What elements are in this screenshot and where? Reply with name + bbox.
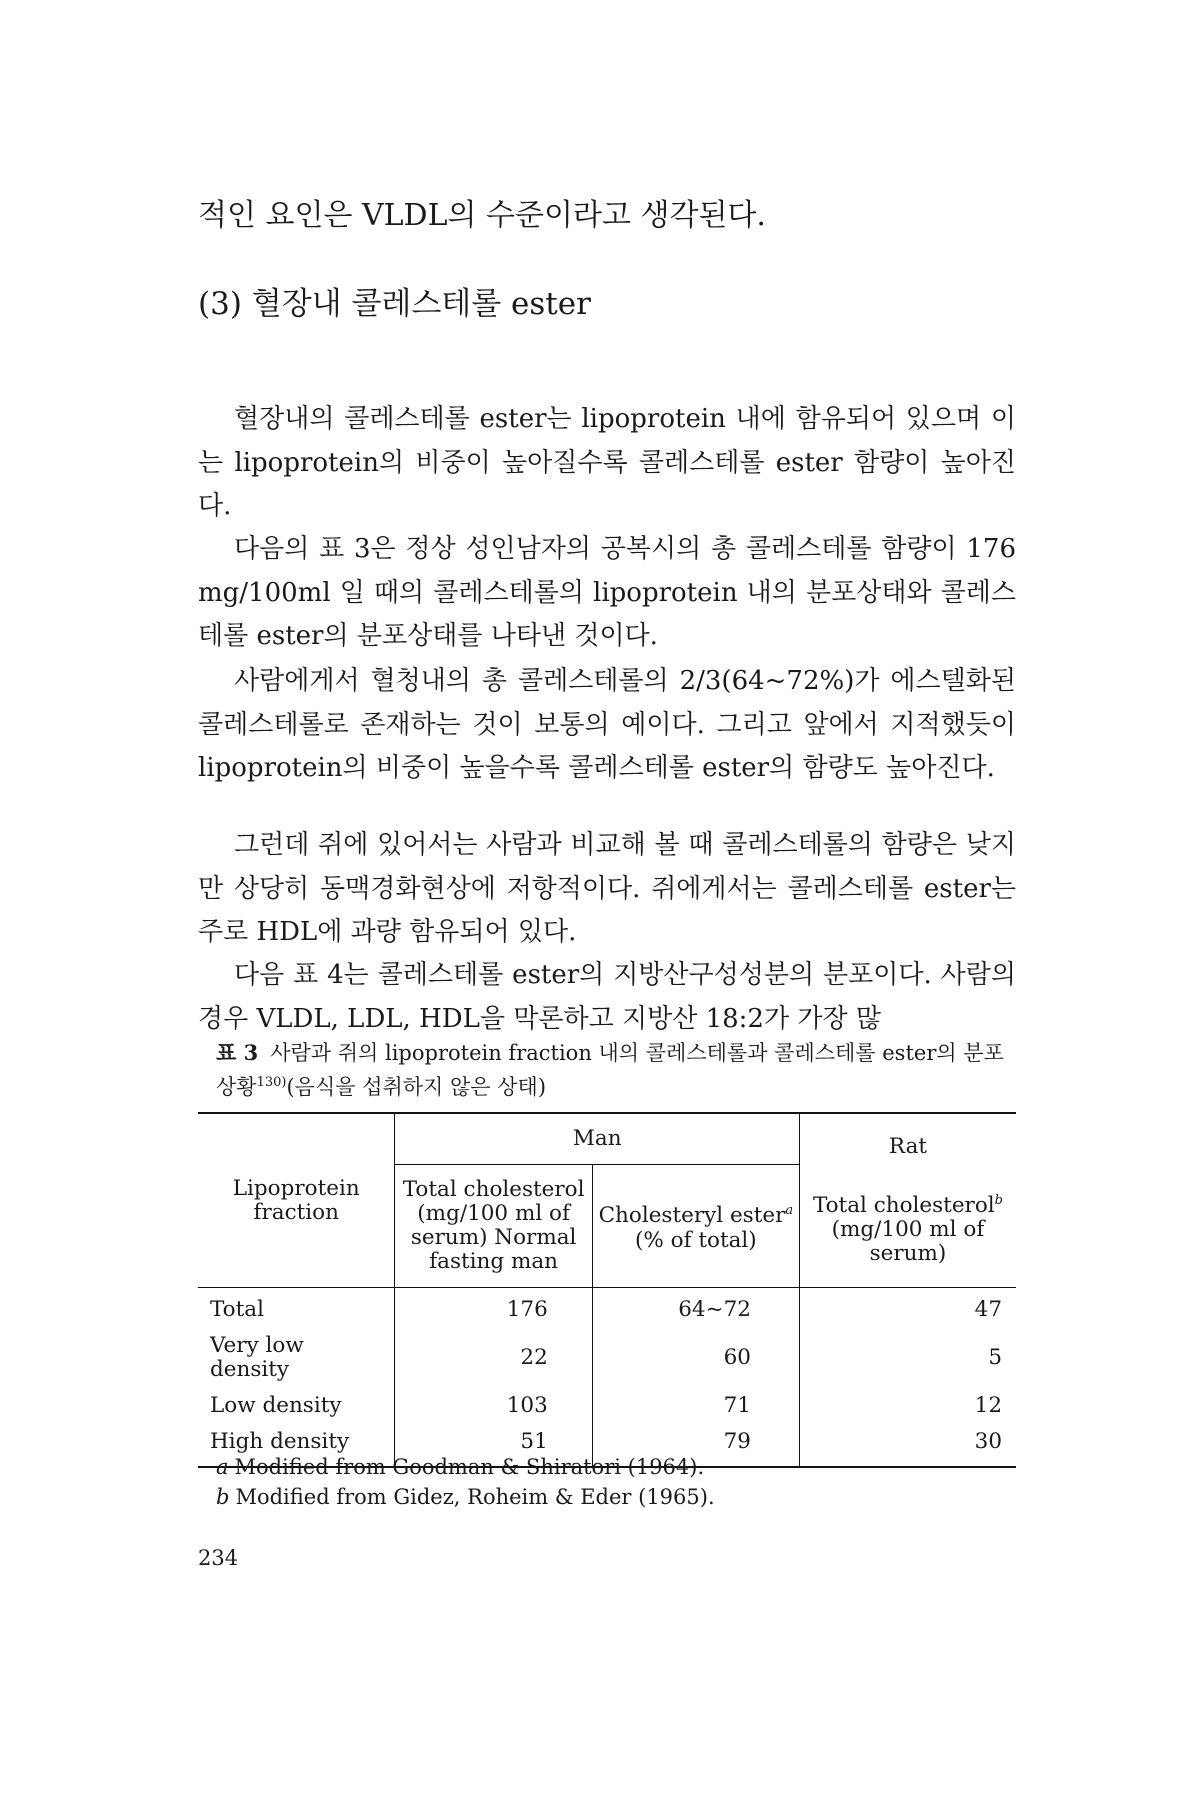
cell-fraction: High density: [198, 1424, 395, 1467]
section-heading: (3) 혈장내 콜레스테롤 ester: [198, 286, 591, 322]
footnote: [216, 1482, 715, 1512]
header-man-cholesteryl-ester: [592, 1165, 799, 1288]
table-footnotes: [216, 1452, 715, 1512]
footnote-mark: b: [216, 1485, 230, 1509]
table-caption-text: 사람과 쥐의 lipoprotein fraction 내의 콜레스테롤과 콜레스테롤 ester의 분포상황: [216, 1041, 1004, 1099]
header-man-ester-text: Cholesteryl ester: [598, 1203, 786, 1229]
paragraph: 다음 표 4는 콜레스테롤 ester의 지방산구성성분의 분포이다. 사람의 경우 VLDL, LDL, HDL을 막론하고 지방산 18:2가 가장 많: [198, 960, 1016, 1034]
table-row: [198, 1288, 1016, 1329]
footnote-mark-b: b: [994, 1192, 1003, 1208]
cell-rat-total: 12: [974, 1393, 1002, 1418]
table-row: [198, 1328, 1016, 1388]
cell-man-total: 103: [395, 1388, 592, 1424]
header-man: Man: [395, 1113, 799, 1165]
cell-fraction: Low density: [198, 1388, 395, 1424]
cell-man-ester: 79: [592, 1424, 799, 1467]
paragraph: 다음의 표 3은 정상 성인남자의 공복시의 총 콜레스테롤 함량이 176 mg/100ml 일 때의 콜레스테롤의 lipoprotein 내의 분포상태와 콜레스테롤 ester의 분포상태를 나타낸 것이다.: [198, 534, 1016, 651]
header-rat: Rat: [888, 1133, 928, 1159]
footnote-text: Modified from Goodman & Shiratori (1964).: [234, 1455, 705, 1479]
table-row: [198, 1388, 1016, 1424]
cell-fraction: Very low density: [198, 1328, 395, 1388]
header-man-ester-label: [597, 1199, 795, 1228]
cell-man-total: 176: [395, 1288, 592, 1329]
data-table-wrapper: [198, 1112, 1016, 1468]
header-rat-total-unit: (mg/100 ml of serum): [831, 1217, 985, 1267]
footnote-text: Modified from Gidez, Roheim & Eder (1965).: [235, 1485, 715, 1509]
cell-fraction: Total: [198, 1288, 395, 1329]
header-rat-total-label: Total cholesterol: [812, 1193, 995, 1219]
cell-man-total: 22: [395, 1328, 592, 1388]
cell-man-total: 51: [395, 1424, 592, 1467]
table-caption-ref: 130): [256, 1075, 287, 1090]
data-table: [198, 1112, 1016, 1468]
table-caption: [216, 1038, 1016, 1102]
paragraph: 사람에게서 혈청내의 총 콜레스테롤의 2/3(64~72%)가 에스텔화된 콜레스테롤로 존재하는 것이 보통의 예이다. 그리고 앞에서 지적했듯이 lipoprotein의 비중이 높을수록 콜레스테롤 ester의 함량도 높아진다.: [198, 666, 1016, 783]
lead-line: 적인 요인은 VLDL의 수준이라고 생각된다.: [198, 198, 766, 233]
cell-rat-total: 30: [799, 1424, 1016, 1467]
header-man-total-cholesterol: Total cholesterol (mg/100 ml of serum) Normal fasting man: [395, 1165, 592, 1288]
footnote-mark: a: [216, 1455, 229, 1479]
header-man-ester-unit: (% of total): [635, 1227, 757, 1253]
paragraph: 혈장내의 콜레스테롤 ester는 lipoprotein 내에 함유되어 있으며 이는 lipoprotein의 비중이 높아질수록 콜레스테롤 ester 함량이 높아진다.: [198, 404, 1016, 521]
cell-man-ester: 64~72: [592, 1288, 799, 1329]
cell-man-ester: 60: [592, 1328, 799, 1388]
cell-man-ester: 71: [592, 1388, 799, 1424]
page-number: 234: [198, 1546, 239, 1570]
footnote: [216, 1452, 715, 1482]
header-rat-group: [799, 1113, 1016, 1288]
paragraph: 그런데 쥐에 있어서는 사람과 비교해 볼 때 콜레스테롤의 함량은 낮지만 상당히 동맥경화현상에 저항적이다. 쥐에게서는 콜레스테롤 ester는 주로 HDL에 과량 함유되어 있다.: [198, 830, 1016, 947]
header-lipoprotein-fraction: Lipoprotein fraction: [198, 1113, 395, 1288]
cell-rat-total: 47: [974, 1297, 1002, 1322]
table-caption-label: 표 3: [216, 1040, 259, 1065]
header-rat-total-cholesterol: [804, 1189, 1012, 1218]
cell-rat-total: 5: [988, 1345, 1002, 1370]
table-caption-note: (음식을 섭취하지 않은 상태): [286, 1075, 547, 1099]
footnote-mark-a: a: [785, 1203, 794, 1219]
